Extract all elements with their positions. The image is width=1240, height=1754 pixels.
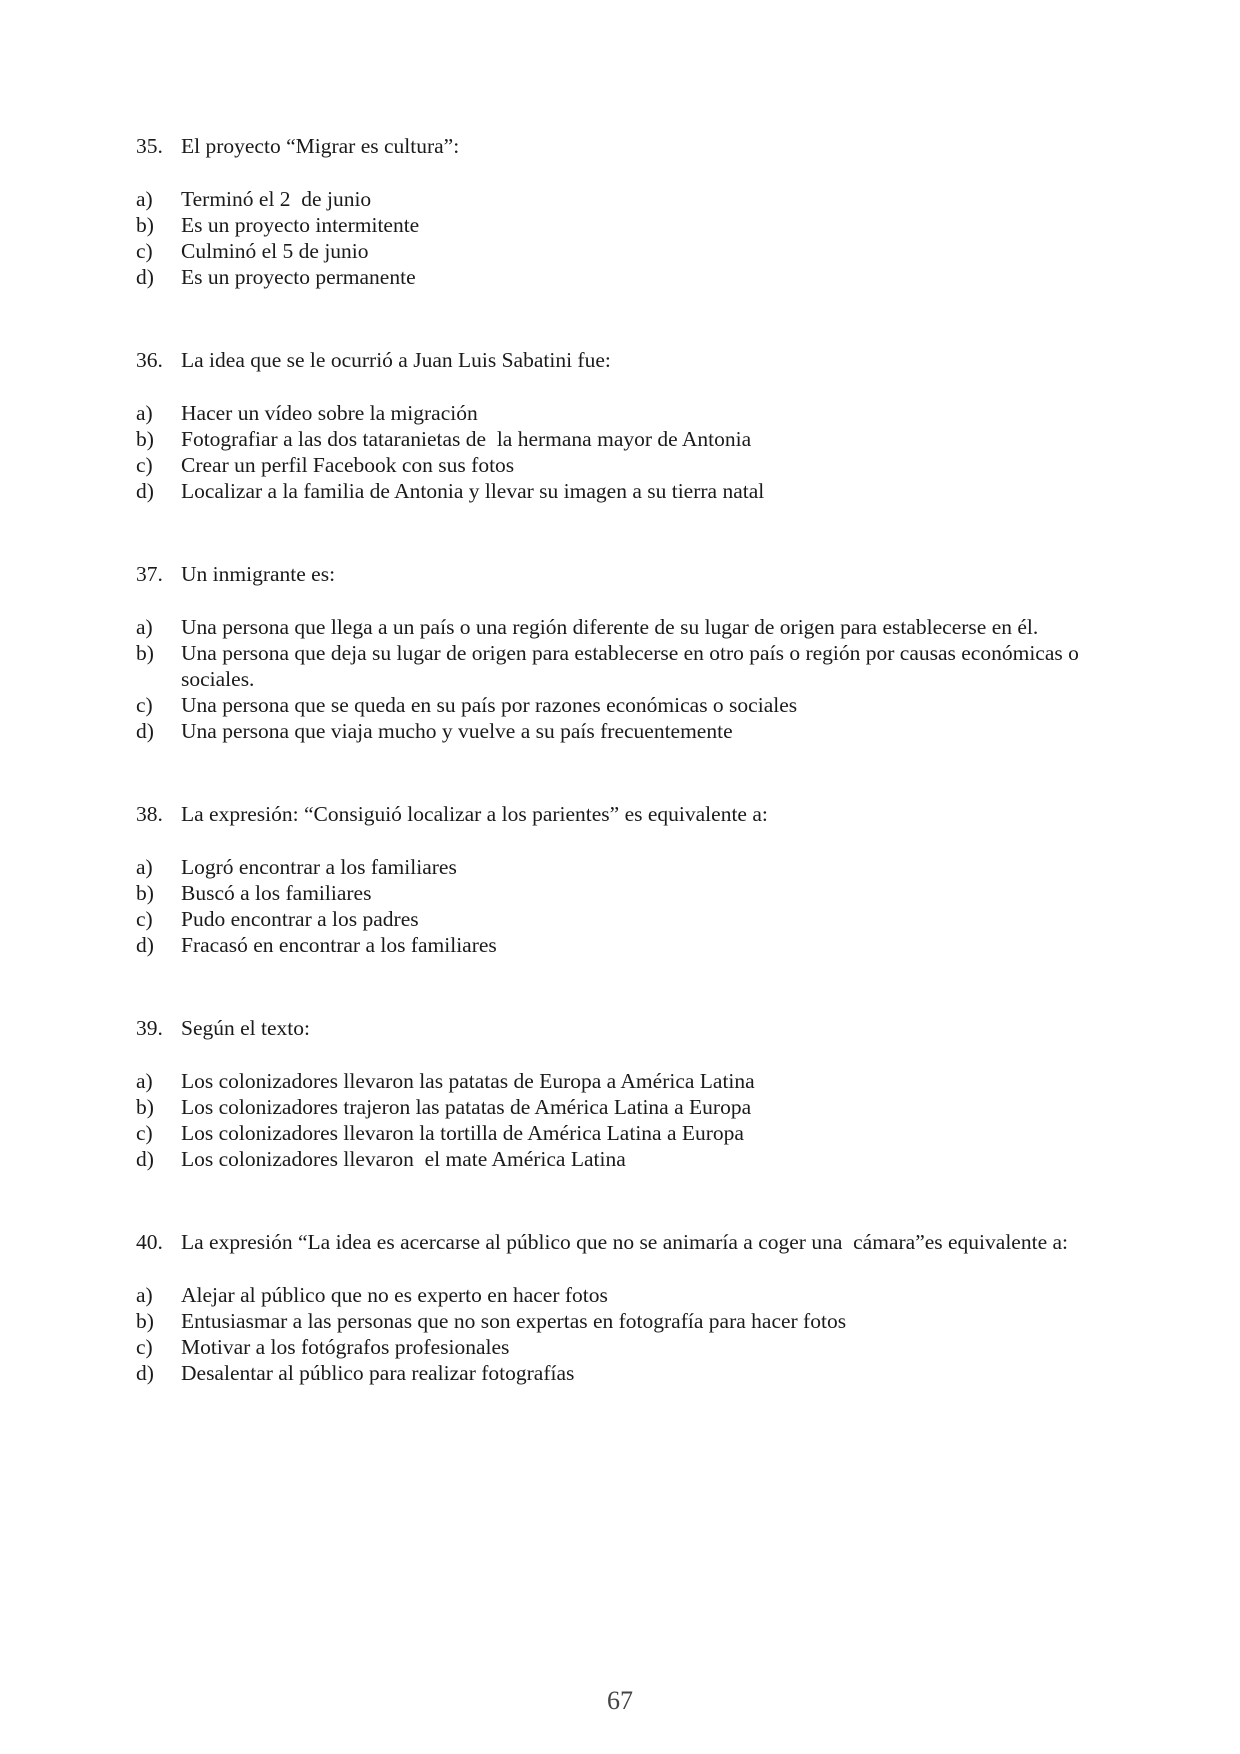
answer-option xyxy=(136,640,1136,692)
answer-option xyxy=(136,212,1136,238)
question-text: Según el texto: xyxy=(181,1016,310,1040)
answer-option xyxy=(136,1282,1136,1308)
question-list xyxy=(136,133,1136,1443)
answer-option xyxy=(136,1068,1136,1094)
question-1 xyxy=(136,133,1136,290)
option-letter: c) xyxy=(136,907,153,931)
question-stem xyxy=(136,561,1136,587)
option-text: Motivar a los fotógrafos profesionales xyxy=(181,1335,510,1359)
option-text: Localizar a la familia de Antonia y llevar su imagen a su tierra natal xyxy=(181,479,765,503)
option-letter: c) xyxy=(136,1121,153,1145)
page-number: 67 xyxy=(607,1686,633,1715)
question-text: Un inmigrante es: xyxy=(181,562,336,586)
option-letter: c) xyxy=(136,453,153,477)
answer-options xyxy=(136,400,1136,504)
option-letter: c) xyxy=(136,693,153,717)
answer-option xyxy=(136,1146,1136,1172)
question-stem xyxy=(136,1229,1136,1255)
option-letter: d) xyxy=(136,1147,154,1171)
answer-options xyxy=(136,1282,1136,1386)
option-letter: a) xyxy=(136,1069,153,1093)
option-letter: d) xyxy=(136,265,154,289)
answer-option xyxy=(136,614,1136,640)
question-stem xyxy=(136,347,1136,373)
option-text: Los colonizadores llevaron el mate América Latina xyxy=(181,1147,626,1171)
option-letter: a) xyxy=(136,1283,153,1307)
answer-options xyxy=(136,1068,1136,1172)
answer-option xyxy=(136,186,1136,212)
question-2 xyxy=(136,347,1136,504)
option-letter: b) xyxy=(136,427,154,451)
question-number: 37. xyxy=(136,562,163,586)
answer-option xyxy=(136,1360,1136,1386)
answer-option xyxy=(136,692,1136,718)
question-number: 35. xyxy=(136,134,163,158)
question-text: El proyecto “Migrar es cultura”: xyxy=(181,134,460,158)
option-text: Es un proyecto intermitente xyxy=(181,213,420,237)
option-letter: d) xyxy=(136,479,154,503)
option-text: Desalentar al público para realizar fotografías xyxy=(181,1361,575,1385)
question-text: La expresión “La idea es acercarse al público que no se animaría a coger una cámara”es equivalente a: xyxy=(181,1230,1069,1254)
question-number: 40. xyxy=(136,1230,163,1254)
option-letter: b) xyxy=(136,1095,154,1119)
option-text: Es un proyecto permanente xyxy=(181,265,416,289)
option-text: Fracasó en encontrar a los familiares xyxy=(181,933,497,957)
answer-option xyxy=(136,1308,1136,1334)
question-text: La expresión: “Consiguió localizar a los parientes” es equivalente a: xyxy=(181,802,768,826)
option-text: Terminó el 2 de junio xyxy=(181,187,372,211)
option-letter: b) xyxy=(136,1309,154,1333)
option-letter: b) xyxy=(136,881,154,905)
option-text: Fotografiar a las dos tataranietas de la hermana mayor de Antonia xyxy=(181,427,752,451)
option-text: Culminó el 5 de junio xyxy=(181,239,369,263)
answer-option xyxy=(136,238,1136,264)
answer-option xyxy=(136,854,1136,880)
question-text: La idea que se le ocurrió a Juan Luis Sabatini fue: xyxy=(181,348,611,372)
option-text: Los colonizadores trajeron las patatas de América Latina a Europa xyxy=(181,1095,752,1119)
answer-option xyxy=(136,718,1136,744)
option-letter: a) xyxy=(136,615,153,639)
option-letter: a) xyxy=(136,855,153,879)
question-number: 36. xyxy=(136,348,163,372)
question-3 xyxy=(136,561,1136,744)
answer-option xyxy=(136,1334,1136,1360)
answer-option xyxy=(136,932,1136,958)
option-letter: a) xyxy=(136,187,153,211)
answer-option xyxy=(136,400,1136,426)
question-6 xyxy=(136,1229,1136,1386)
option-text: Los colonizadores llevaron las patatas de Europa a América Latina xyxy=(181,1069,755,1093)
option-text: Una persona que deja su lugar de origen para establecerse en otro país o región por causas económicas o sociales. xyxy=(181,641,1085,691)
option-text: Una persona que se queda en su país por razones económicas o sociales xyxy=(181,693,798,717)
option-text: Los colonizadores llevaron la tortilla de América Latina a Europa xyxy=(181,1121,744,1145)
answer-option xyxy=(136,1094,1136,1120)
option-text: Hacer un vídeo sobre la migración xyxy=(181,401,478,425)
option-letter: c) xyxy=(136,1335,153,1359)
question-stem xyxy=(136,133,1136,159)
option-letter: b) xyxy=(136,213,154,237)
option-text: Una persona que viaja mucho y vuelve a su país frecuentemente xyxy=(181,719,733,743)
answer-option xyxy=(136,880,1136,906)
option-letter: d) xyxy=(136,719,154,743)
question-number: 39. xyxy=(136,1016,163,1040)
question-stem xyxy=(136,801,1136,827)
answer-options xyxy=(136,186,1136,290)
option-text: Pudo encontrar a los padres xyxy=(181,907,419,931)
option-text: Una persona que llega a un país o una región diferente de su lugar de origen para establecerse en él. xyxy=(181,615,1039,639)
option-text: Entusiasmar a las personas que no son expertas en fotografía para hacer fotos xyxy=(181,1309,847,1333)
question-stem xyxy=(136,1015,1136,1041)
answer-option xyxy=(136,264,1136,290)
option-text: Alejar al público que no es experto en hacer fotos xyxy=(181,1283,608,1307)
option-letter: c) xyxy=(136,239,153,263)
answer-option xyxy=(136,1120,1136,1146)
question-4 xyxy=(136,801,1136,958)
question-5 xyxy=(136,1015,1136,1172)
answer-option xyxy=(136,478,1136,504)
option-letter: d) xyxy=(136,933,154,957)
answer-options xyxy=(136,854,1136,958)
option-letter: a) xyxy=(136,401,153,425)
option-text: Crear un perfil Facebook con sus fotos xyxy=(181,453,515,477)
option-text: Buscó a los familiares xyxy=(181,881,372,905)
option-letter: b) xyxy=(136,641,154,665)
answer-option xyxy=(136,906,1136,932)
answer-options xyxy=(136,614,1136,744)
answer-option xyxy=(136,452,1136,478)
answer-option xyxy=(136,426,1136,452)
option-letter: d) xyxy=(136,1361,154,1385)
question-number: 38. xyxy=(136,802,163,826)
option-text: Logró encontrar a los familiares xyxy=(181,855,457,879)
